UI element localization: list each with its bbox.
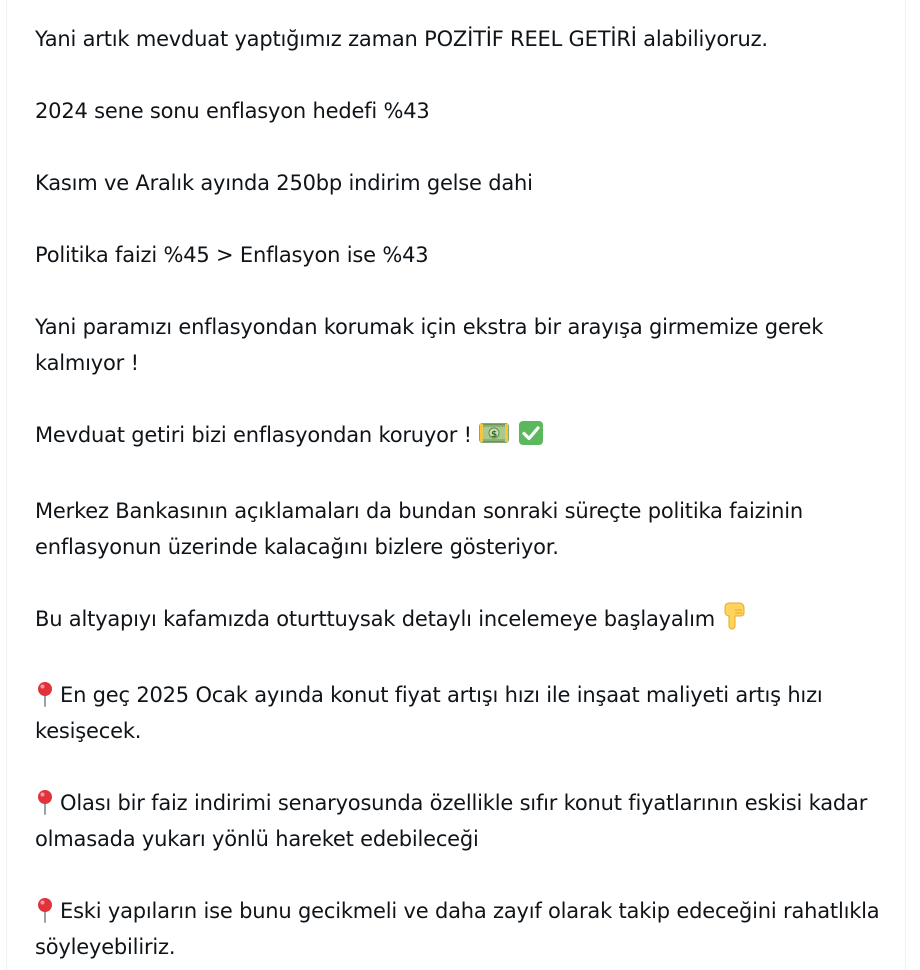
paragraph-2	[35, 93, 897, 129]
check-mark-button-icon	[518, 420, 544, 457]
svg-text:$: $	[491, 430, 498, 440]
paragraph-4-text: Politika faizi %45 > Enflasyon ise %43	[35, 243, 429, 267]
paragraph-2-text: 2024 sene sonu enflasyon hedefi %43	[35, 99, 430, 123]
paragraph-11	[35, 893, 897, 965]
paragraph-9	[35, 677, 897, 749]
paragraph-11-text: Eski yapıların ise bunu gecikmeli ve daha zayıf olarak takip edeceğini rahatlıkla söyleyebiliriz.	[35, 899, 880, 959]
paragraph-3-text: Kasım ve Aralık ayında 250bp indirim gelse dahi	[35, 171, 533, 195]
pointing-down-hand-icon	[723, 602, 747, 641]
paragraph-6-text: Mevduat getiri bizi enflasyondan koruyor !	[35, 423, 472, 447]
paragraph-10-text: Olası bir faiz indirimi senaryosunda özellikle sıfır konut fiyatlarının eskisi kadar olmasada yukarı yönlü hareket edebileceği	[35, 791, 868, 851]
paragraph-10	[35, 785, 897, 857]
paragraph-1	[35, 21, 897, 57]
paragraph-5	[35, 309, 897, 381]
paragraph-8-text: Bu altyapıyı kafamızda oturttuysak detaylı incelemeye başlayalım	[35, 607, 716, 631]
round-pushpin-icon	[35, 681, 55, 707]
post-text	[35, 21, 897, 965]
paragraph-8	[35, 601, 897, 641]
paragraph-4	[35, 237, 897, 273]
round-pushpin-icon	[35, 789, 55, 815]
round-pushpin-icon	[35, 897, 55, 923]
paragraph-6	[35, 417, 897, 457]
paragraph-7	[35, 493, 897, 565]
paragraph-3	[35, 165, 897, 201]
paragraph-1-text: Yani artık mevduat yaptığımız zaman POZİTİF REEL GETİRİ alabiliyoruz.	[35, 27, 768, 51]
dollar-banknote-icon	[479, 420, 509, 457]
post-container	[6, 0, 906, 970]
paragraph-5-text: Yani paramızı enflasyondan korumak için ekstra bir arayışa girmemize gerek kalmıyor !	[35, 315, 824, 375]
paragraph-9-text: En geç 2025 Ocak ayında konut fiyat artışı hızı ile inşaat maliyeti artış hızı kesişecek.	[35, 683, 823, 743]
paragraph-7-text: Merkez Bankasının açıklamaları da bundan sonraki süreçte politika faizinin enflasyonun üzerinde kalacağını bizlere gösteriyor.	[35, 499, 803, 559]
